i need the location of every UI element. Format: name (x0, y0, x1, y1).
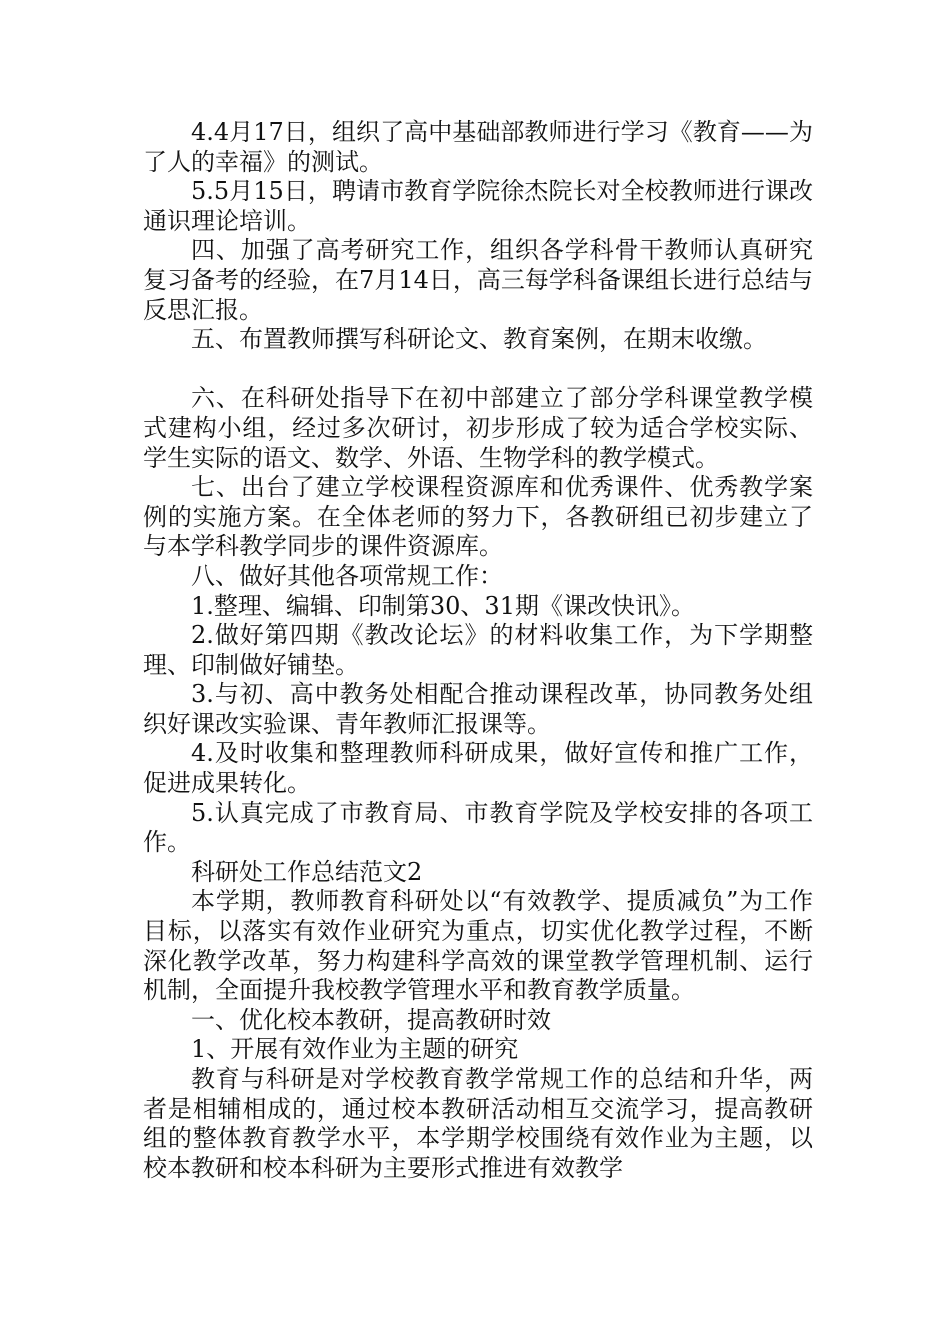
paragraph-section-5: 五、布置教师撰写科研论文、教育案例，在期末收缴。 (191, 325, 767, 354)
paragraph-section-6: 六、在科研处指导下在初中部建立了部分学科课堂教学模式建构小组，经过多次研讨，初步形成了较为适合学校实际、学生实际的语文、数学、外语、生物学科的教学模式。 (143, 384, 813, 472)
paragraph-body: 教育与科研是对学校教育教学常规工作的总结和升华，两者是相辅相成的，通过校本教研活动相互交流学习，提高教研组的整体教育教学水平，本学期学校围绕有效作业为主题，以校本教研和校本科研为主要形式推进有效教学 (143, 1065, 813, 1182)
paragraph-item-5-5: 5.5月15日，聘请市教育学院徐杰院长对全校教师进行课改通识理论培训。 (143, 177, 813, 235)
paragraph-item-5: 5.认真完成了市教育局、市教育学院及学校安排的各项工作。 (143, 798, 813, 857)
paragraph-section-4: 四、加强了高考研究工作，组织各学科骨干教师认真研究复习备考的经验，在7月14日，高三每学科备课组长进行总结与反思汇报。 (143, 236, 813, 324)
paragraph-item-4-4: 4.4月17日，组织了高中基础部教师进行学习《教育——为了人的幸福》的测试。 (143, 118, 813, 176)
paragraph-intro: 本学期，教师教育科研处以“有效教学、提质减负”为工作目标，以落实有效作业研究为重点，切实优化教学过程，不断深化教学改革，努力构建科学高效的课堂教学管理机制、运行机制，全面提升我校教学管理水平和教育教学质量。 (143, 887, 813, 1005)
paragraph-item-3: 3.与初、高中教务处相配合推动课程改革，协同教务处组织好课改实验课、青年教师汇报课等。 (143, 680, 813, 738)
paragraph-item-1: 1.整理、编辑、印制第30、31期《课改快讯》。 (191, 591, 695, 620)
paragraph-heading-1: 一、优化校本教研，提高教研时效 (191, 1005, 551, 1034)
document-body (143, 118, 813, 1183)
paragraph-section-8: 八、做好其他各项常规工作： (191, 561, 503, 590)
paragraph-item-4: 4.及时收集和整理教师科研成果，做好宣传和推广工作，促进成果转化。 (143, 739, 813, 798)
document-subtitle: 科研处工作总结范文2 (191, 857, 423, 886)
paragraph-item-2: 2.做好第四期《教改论坛》的材料收集工作，为下学期整理、印制做好铺垫。 (143, 621, 813, 679)
paragraph-section-7: 七、出台了建立学校课程资源库和优秀课件、优秀教学案例的实施方案。在全体老师的努力下，各教研组已初步建立了与本学科教学同步的课件资源库。 (143, 473, 813, 561)
paragraph-subheading-1: 1、开展有效作业为主题的研究 (191, 1035, 519, 1064)
